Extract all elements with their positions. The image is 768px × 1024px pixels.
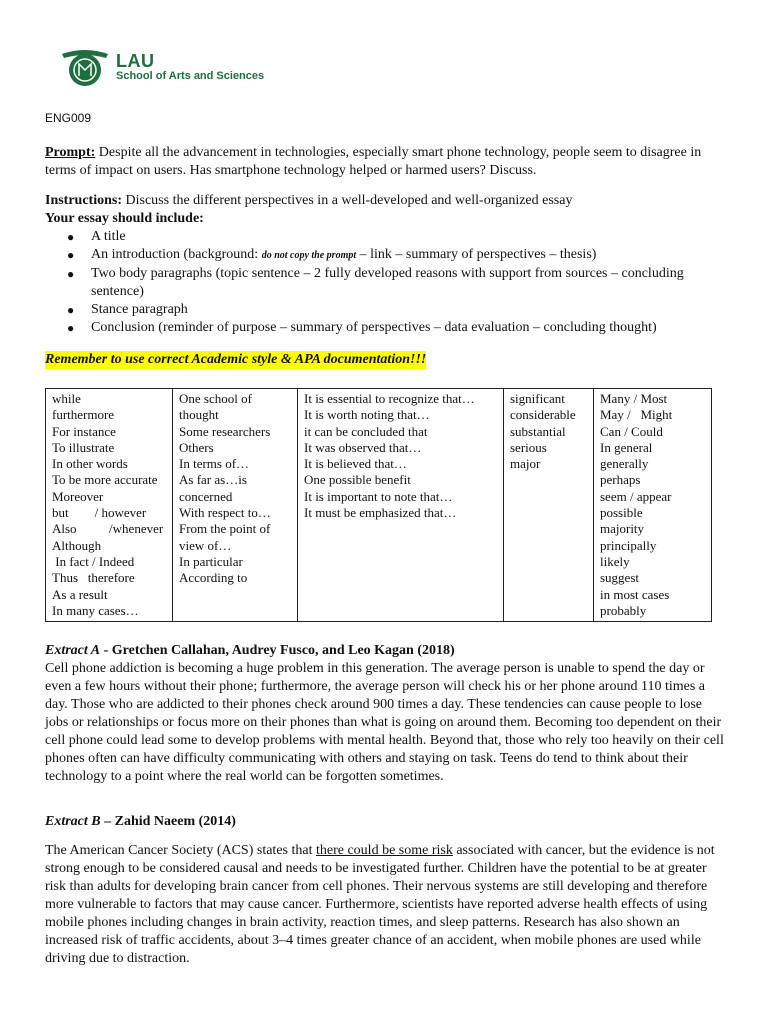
extract-a-body: Cell phone addiction is becoming a huge problem in this generation. The average person is unable to spend the day or even a few hours without their phone; furthermore, the average person will check his or her phone around 110 times a day. Those who are addicted to their phones check around 900 times a day. These tendencies can cause people to lose jobs or relationships or focus more on their phones than what is going on around them. Becoming too dependent on their cell phone could lead some to develop problems with mental health. Beyond that, those who rely too heavily on their cell phones often can have difficulty communicating with others and staying on task. Teens do tend to think about their technology to a point where the real world can be forgotten sometimes.: [45, 661, 724, 784]
bullet-icon: ●: [67, 248, 75, 262]
underlined-phrase: there could be some risk: [315, 843, 453, 858]
table-col-transitions: [46, 389, 173, 622]
table-cell-word: furthermore: [52, 407, 115, 423]
table-cell-word: view of…: [179, 537, 232, 553]
bullet-icon: ●: [67, 321, 75, 335]
bullet-icon: ●: [67, 230, 75, 244]
extract-a-label: Extract A: [45, 643, 101, 658]
list-item: ● Stance paragraph: [67, 302, 188, 317]
list-item: ● A title: [67, 229, 126, 244]
table-cell-word: To illustrate: [52, 439, 115, 455]
table-cell-word: Others: [179, 439, 214, 455]
table-cell-word: in most cases: [600, 586, 670, 602]
table-cell-word: Also /whenever: [52, 521, 164, 537]
table-cell-word: It is believed that…: [304, 456, 407, 472]
table-cell-word: To be more accurate: [52, 472, 158, 488]
table-cell-word: One school of: [179, 391, 252, 406]
table-cell-word: From the point of: [179, 521, 271, 537]
prompt-text: Despite all the advancement in technologies, especially smart phone technology, people seem to disagree in terms of impact on users. Has smartphone technology helped or harmed users? Discuss.: [45, 145, 702, 178]
table-col-adjectives: [504, 389, 594, 622]
table-cell-word: As far as…is: [179, 472, 247, 488]
bullet-icon: ●: [67, 303, 75, 317]
table-cell-word: In particular: [179, 553, 243, 569]
table-cell-word: likely: [600, 553, 630, 569]
table-cell-word: In terms of…: [179, 456, 250, 472]
table-col-emphasis: [298, 389, 504, 622]
table-cell-word: suggest: [600, 570, 639, 586]
table-cell-word: generally: [600, 456, 649, 472]
list-item: ● An introduction (background: do not copy the prompt – link – summary of perspectives – thesis): [67, 247, 597, 262]
extract-b-heading: [45, 813, 236, 831]
table-cell-word: while: [52, 391, 81, 406]
table-cell-word: major: [510, 456, 541, 472]
table-cell-word: significant: [510, 391, 565, 406]
table-cell-word: serious: [510, 439, 547, 455]
table-cell-word: principally: [600, 537, 657, 553]
table-cell-word: possible: [600, 505, 643, 521]
table-cell-word: In general: [600, 439, 653, 455]
prompt-label: Prompt:: [45, 145, 96, 160]
lau-seal-icon: [60, 48, 110, 88]
table-col-hedging: [594, 389, 712, 622]
extract-b-body: The American Cancer Society (ACS) states that there could be some risk associated with cancer, but the evidence is not strong enough to be considered causal and needs to be investigated further. Children have the potential to be at greater risk than adults for developing brain cancer from cell phones. Their nervous systems are still developing and therefore more vulnerable to factors that may cause cancer. Furthermore, scientists have reported adverse health effects of using mobile phones including changes in brain activity, reaction times, and sleep patterns. Research has also shown an increased risk of traffic accidents, about 3–4 times greater chance of an accident, when mobile phones are used while driving due to distraction.: [45, 843, 715, 966]
table-cell-word: substantial: [510, 423, 566, 439]
table-cell-word: With respect to…: [179, 505, 271, 521]
instructions-label: Instructions:: [45, 193, 123, 208]
table-cell-word: In many cases…: [52, 602, 139, 618]
extract-a-authors: - Gretchen Callahan, Audrey Fusco, and Leo Kagan (2018): [100, 643, 455, 658]
table-cell-word: concerned: [179, 488, 233, 504]
lau-logo: [60, 48, 300, 90]
list-item: ● Conclusion (reminder of purpose – summary of perspectives – data evaluation – concluding thought): [67, 320, 657, 335]
reminder-highlight: Remember to use correct Academic style & APA documentation!!!: [45, 352, 427, 367]
table-cell-word: For instance: [52, 423, 116, 439]
table-cell-word: majority: [600, 521, 645, 537]
bullet-icon: ●: [67, 267, 75, 281]
intro-note: do not copy the prompt: [261, 250, 357, 261]
table-cell-word: Thus therefore: [52, 570, 135, 586]
extract-b-label: Extract B: [45, 814, 101, 829]
table-cell-word: it can be concluded that: [304, 423, 428, 439]
table-cell-word: seem / appear: [600, 488, 672, 504]
table-cell-word: probably: [600, 602, 647, 618]
table-cell-word: Although: [52, 537, 102, 553]
transition-words-table: [45, 388, 712, 622]
include-heading: Your essay should include:: [45, 211, 204, 226]
course-code: ENG009: [45, 111, 92, 125]
logo-university: LAU: [116, 51, 155, 71]
extract-b-authors: – Zahid Naeem (2014): [100, 814, 236, 829]
instructions-text: Discuss the different perspectives in a well-developed and well-organized essay: [122, 193, 573, 208]
table-cell-word: It is worth noting that…: [304, 407, 430, 423]
extract-a-heading: [45, 642, 455, 660]
table-cell-word: It must be emphasized that…: [304, 505, 457, 521]
table-cell-word: considerable: [510, 407, 576, 423]
list-item: ● Two body paragraphs (topic sentence – 2 fully developed reasons with support from sources – concluding sentence): [67, 266, 684, 299]
requirements-list: [45, 228, 725, 337]
table-row: [46, 389, 712, 622]
table-cell-word: but / however: [52, 505, 147, 521]
table-cell-word: According to: [179, 570, 248, 586]
table-cell-word: Moreover: [52, 488, 104, 504]
table-col-perspectives: [173, 389, 298, 622]
table-cell-word: In fact / Indeed: [52, 553, 135, 569]
table-cell-word: Can / Could: [600, 423, 663, 439]
prompt-paragraph: [45, 144, 725, 180]
table-cell-word: Some researchers: [179, 423, 271, 439]
table-cell-word: It is important to note that…: [304, 488, 453, 504]
table-cell-word: One possible benefit: [304, 472, 411, 488]
table-cell-word: May / Might: [600, 407, 673, 423]
instructions-paragraph: [45, 192, 725, 228]
table-cell-word: It is essential to recognize that…: [304, 391, 475, 406]
table-cell-word: In other words: [52, 456, 128, 472]
table-cell-word: Many / Most: [600, 391, 668, 406]
table-cell-word: It was observed that…: [304, 439, 422, 455]
logo-school: School of Arts and Sciences: [116, 70, 265, 82]
table-cell-word: thought: [179, 407, 219, 423]
table-cell-word: perhaps: [600, 472, 641, 488]
table-cell-word: As a result: [52, 586, 108, 602]
